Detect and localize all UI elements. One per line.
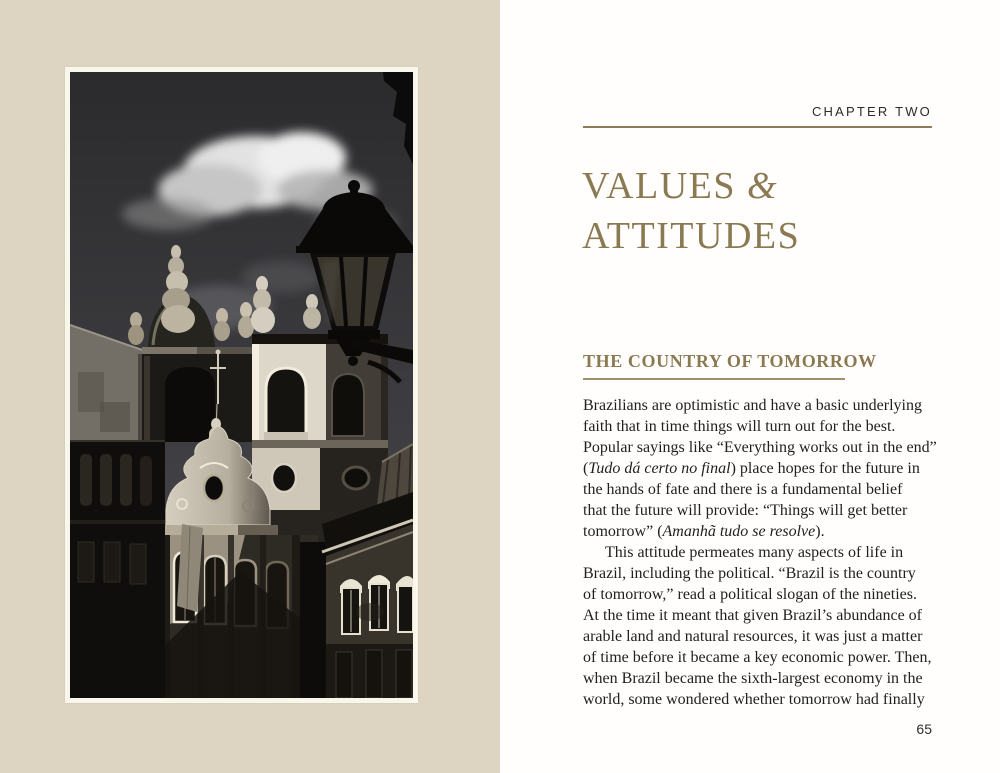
section-heading: THE COUNTRY OF TOMORROW: [583, 351, 877, 371]
text-line: This attitude permeates many aspects of life in: [605, 544, 904, 561]
body-paragraph: [583, 395, 955, 542]
page-number: 65: [916, 721, 932, 737]
text-line: of time before it became a key economic power. Then,: [583, 649, 932, 666]
chapter-title: [582, 161, 800, 261]
body-paragraph: [583, 542, 955, 710]
text-line: when Brazil became the sixth-largest economy in the: [583, 670, 923, 687]
section-heading-underline: [583, 378, 845, 380]
text-line: that the future will provide: “Things will get better: [583, 502, 908, 519]
text-line: (Tudo dá certo no final) place hopes for the future in: [583, 460, 920, 477]
text-line: Popular sayings like “Everything works out in the end”: [583, 439, 937, 456]
chapter-label: CHAPTER TWO: [811, 104, 932, 119]
text-line: Brazilians are optimistic and have a basic underlying: [583, 397, 922, 414]
text-line: VALUES &: [582, 165, 779, 207]
text-line: Brazil, including the political. “Brazil is the country: [583, 565, 916, 582]
text-line: tomorrow” (Amanhã tudo se resolve).: [583, 523, 825, 540]
text-line: ATTITUDES: [582, 215, 801, 257]
photo-gap-shadow: [300, 542, 330, 698]
text-line: of tomorrow,” read a political slogan of the nineties.: [583, 586, 917, 603]
text-line: arable land and natural resources, it was just a matter: [583, 628, 923, 645]
body-text: [583, 395, 955, 710]
photo-right-house: [322, 492, 413, 698]
church-photo: [70, 72, 413, 698]
text-line: the hands of fate and there is a fundamental belief: [583, 481, 903, 498]
header-rule: [583, 126, 932, 128]
text-line: faith that in time things will turn out for the best.: [583, 418, 896, 435]
text-line: At the time it meant that given Brazil’s abundance of: [583, 607, 923, 624]
text-line: world, some wondered whether tomorrow had finally: [583, 691, 925, 708]
right-page: [500, 0, 1000, 773]
photo-frame: [65, 67, 418, 703]
